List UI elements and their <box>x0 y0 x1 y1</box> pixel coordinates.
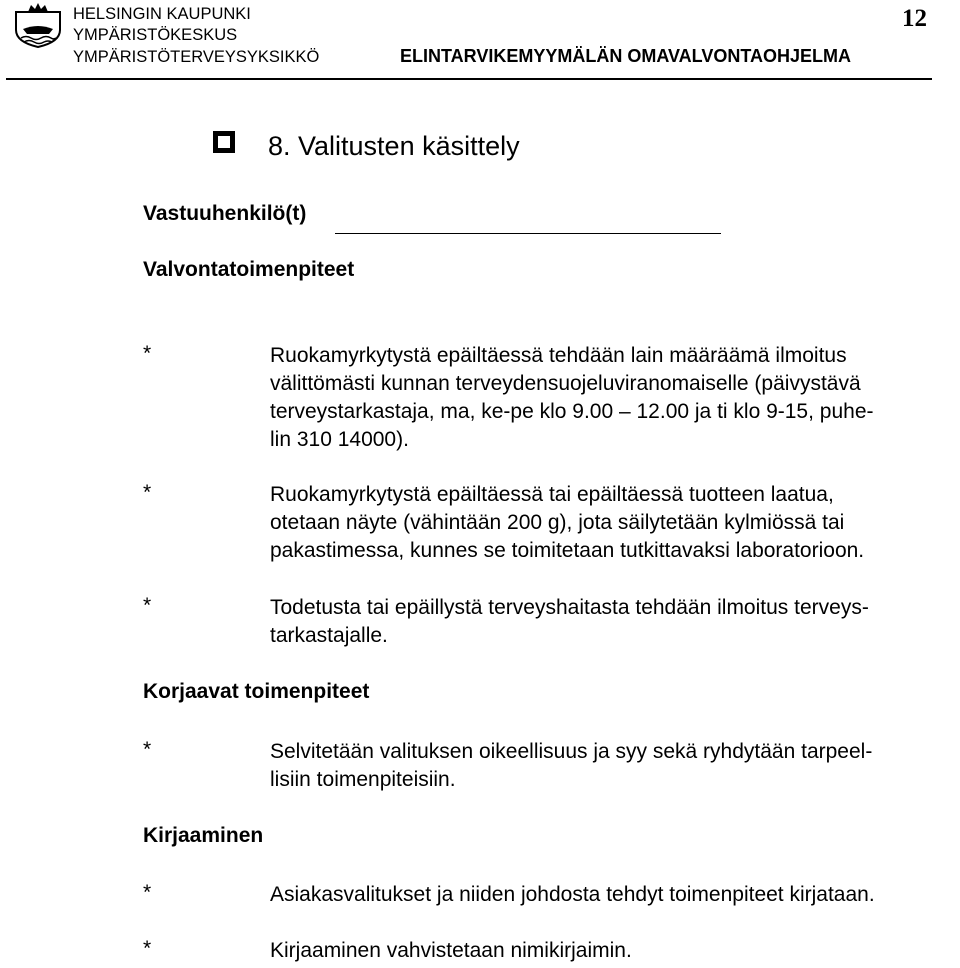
monitoring-item-2 <box>270 481 960 565</box>
text-line: Ruokamyrkytystä epäiltäessä tehdään lain määräämä ilmoitus <box>270 344 847 367</box>
text-line: Kirjaaminen vahvistetaan nimikirjaimin. <box>270 939 632 962</box>
recording-heading: Kirjaaminen <box>143 824 264 847</box>
text-line: lisiin toimenpiteisiin. <box>270 768 456 791</box>
monitoring-heading: Valvontatoimenpiteet <box>143 258 355 281</box>
text-line: Asiakasvalitukset ja niiden johdosta tehdyt toimenpiteet kirjataan. <box>270 883 875 906</box>
section-title: 8. Valitusten käsittely <box>268 131 520 161</box>
text-line: pakastimessa, kunnes se toimitetaan tutkittavaksi laboratorioon. <box>270 539 865 562</box>
text-line: tarkastajalle. <box>270 624 388 647</box>
text-line: Ruokamyrkytystä epäiltäessä tai epäiltäessä tuotteen laatua, <box>270 483 834 506</box>
helsinki-crest-logo <box>12 2 64 48</box>
recording-item-2 <box>270 937 960 965</box>
monitoring-item-1 <box>270 342 960 454</box>
page-number: 12 <box>902 5 927 32</box>
bullet-marker: * <box>143 738 152 761</box>
bullet-marker: * <box>143 342 152 365</box>
header-divider <box>6 78 932 80</box>
bullet-marker: * <box>143 937 152 960</box>
text-line: terveystarkastaja, ma, ke-pe klo 9.00 – 12.00 ja ti klo 9-15, puhe- <box>270 400 874 423</box>
bullet-marker: * <box>143 881 152 904</box>
corrective-heading: Korjaavat toimenpiteet <box>143 680 370 703</box>
bullet-marker: * <box>143 594 152 617</box>
responsible-persons-label: Vastuuhenkilö(t) <box>143 202 307 225</box>
header-org-line-1: HELSINGIN KAUPUNKI <box>73 5 251 23</box>
checkbox-icon <box>213 131 235 153</box>
text-line: Todetusta tai epäillystä terveyshaitasta tehdään ilmoitus terveys- <box>270 596 869 619</box>
responsible-persons-fill-line <box>335 233 721 234</box>
text-line: välittömästi kunnan terveydensuojeluviranomaiselle (päivystävä <box>270 372 861 395</box>
corrective-item-1 <box>270 738 960 794</box>
text-line: lin 310 14000). <box>270 428 409 451</box>
monitoring-item-3 <box>270 594 960 650</box>
header-org-line-2: YMPÄRISTÖKESKUS <box>73 26 238 44</box>
text-line: Selvitetään valituksen oikeellisuus ja syy sekä ryhdytään tarpeel- <box>270 740 873 763</box>
header-document-title: ELINTARVIKEMYYMÄLÄN OMAVALVONTAOHJELMA <box>400 46 851 66</box>
text-line: otetaan näyte (vähintään 200 g), jota säilytetään kylmiössä tai <box>270 511 845 534</box>
header-org-line-3: YMPÄRISTÖTERVEYSYKSIKKÖ <box>73 48 320 66</box>
bullet-marker: * <box>143 481 152 504</box>
recording-item-1 <box>270 881 960 909</box>
